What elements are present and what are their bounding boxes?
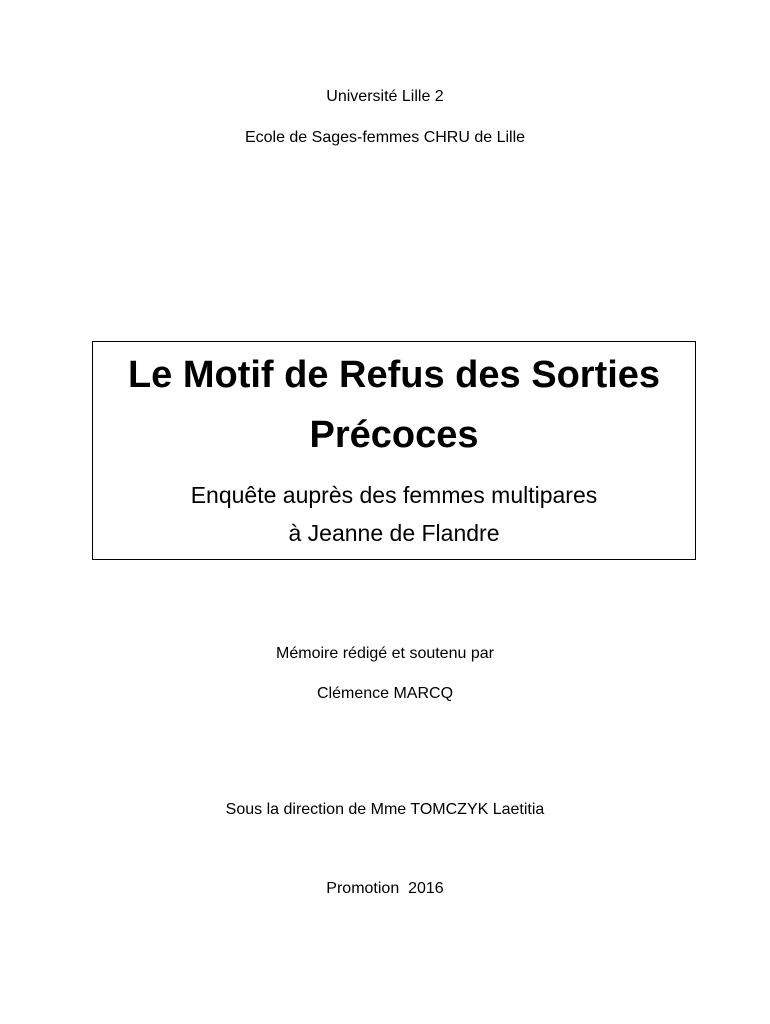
- school-name: Ecole de Sages-femmes CHRU de Lille: [244, 129, 526, 146]
- thesis-title-line-1: Le Motif de Refus des Sorties: [127, 354, 661, 396]
- thesis-title-line-2: Précoces: [309, 414, 479, 456]
- thesis-subtitle-line-1: Enquête auprès des femmes multipares: [190, 482, 598, 508]
- thesis-subtitle-line-2: à Jeanne de Flandre: [288, 520, 500, 546]
- promotion-year: Promotion 2016: [326, 880, 444, 897]
- memoire-label: Mémoire rédigé et soutenu par: [276, 645, 494, 662]
- author-name: Clémence MARCQ: [316, 685, 454, 702]
- title-box: [92, 341, 696, 560]
- university-name: Université Lille 2: [326, 88, 444, 105]
- supervisor-line: Sous la direction de Mme TOMCZYK Laetitia: [225, 801, 545, 818]
